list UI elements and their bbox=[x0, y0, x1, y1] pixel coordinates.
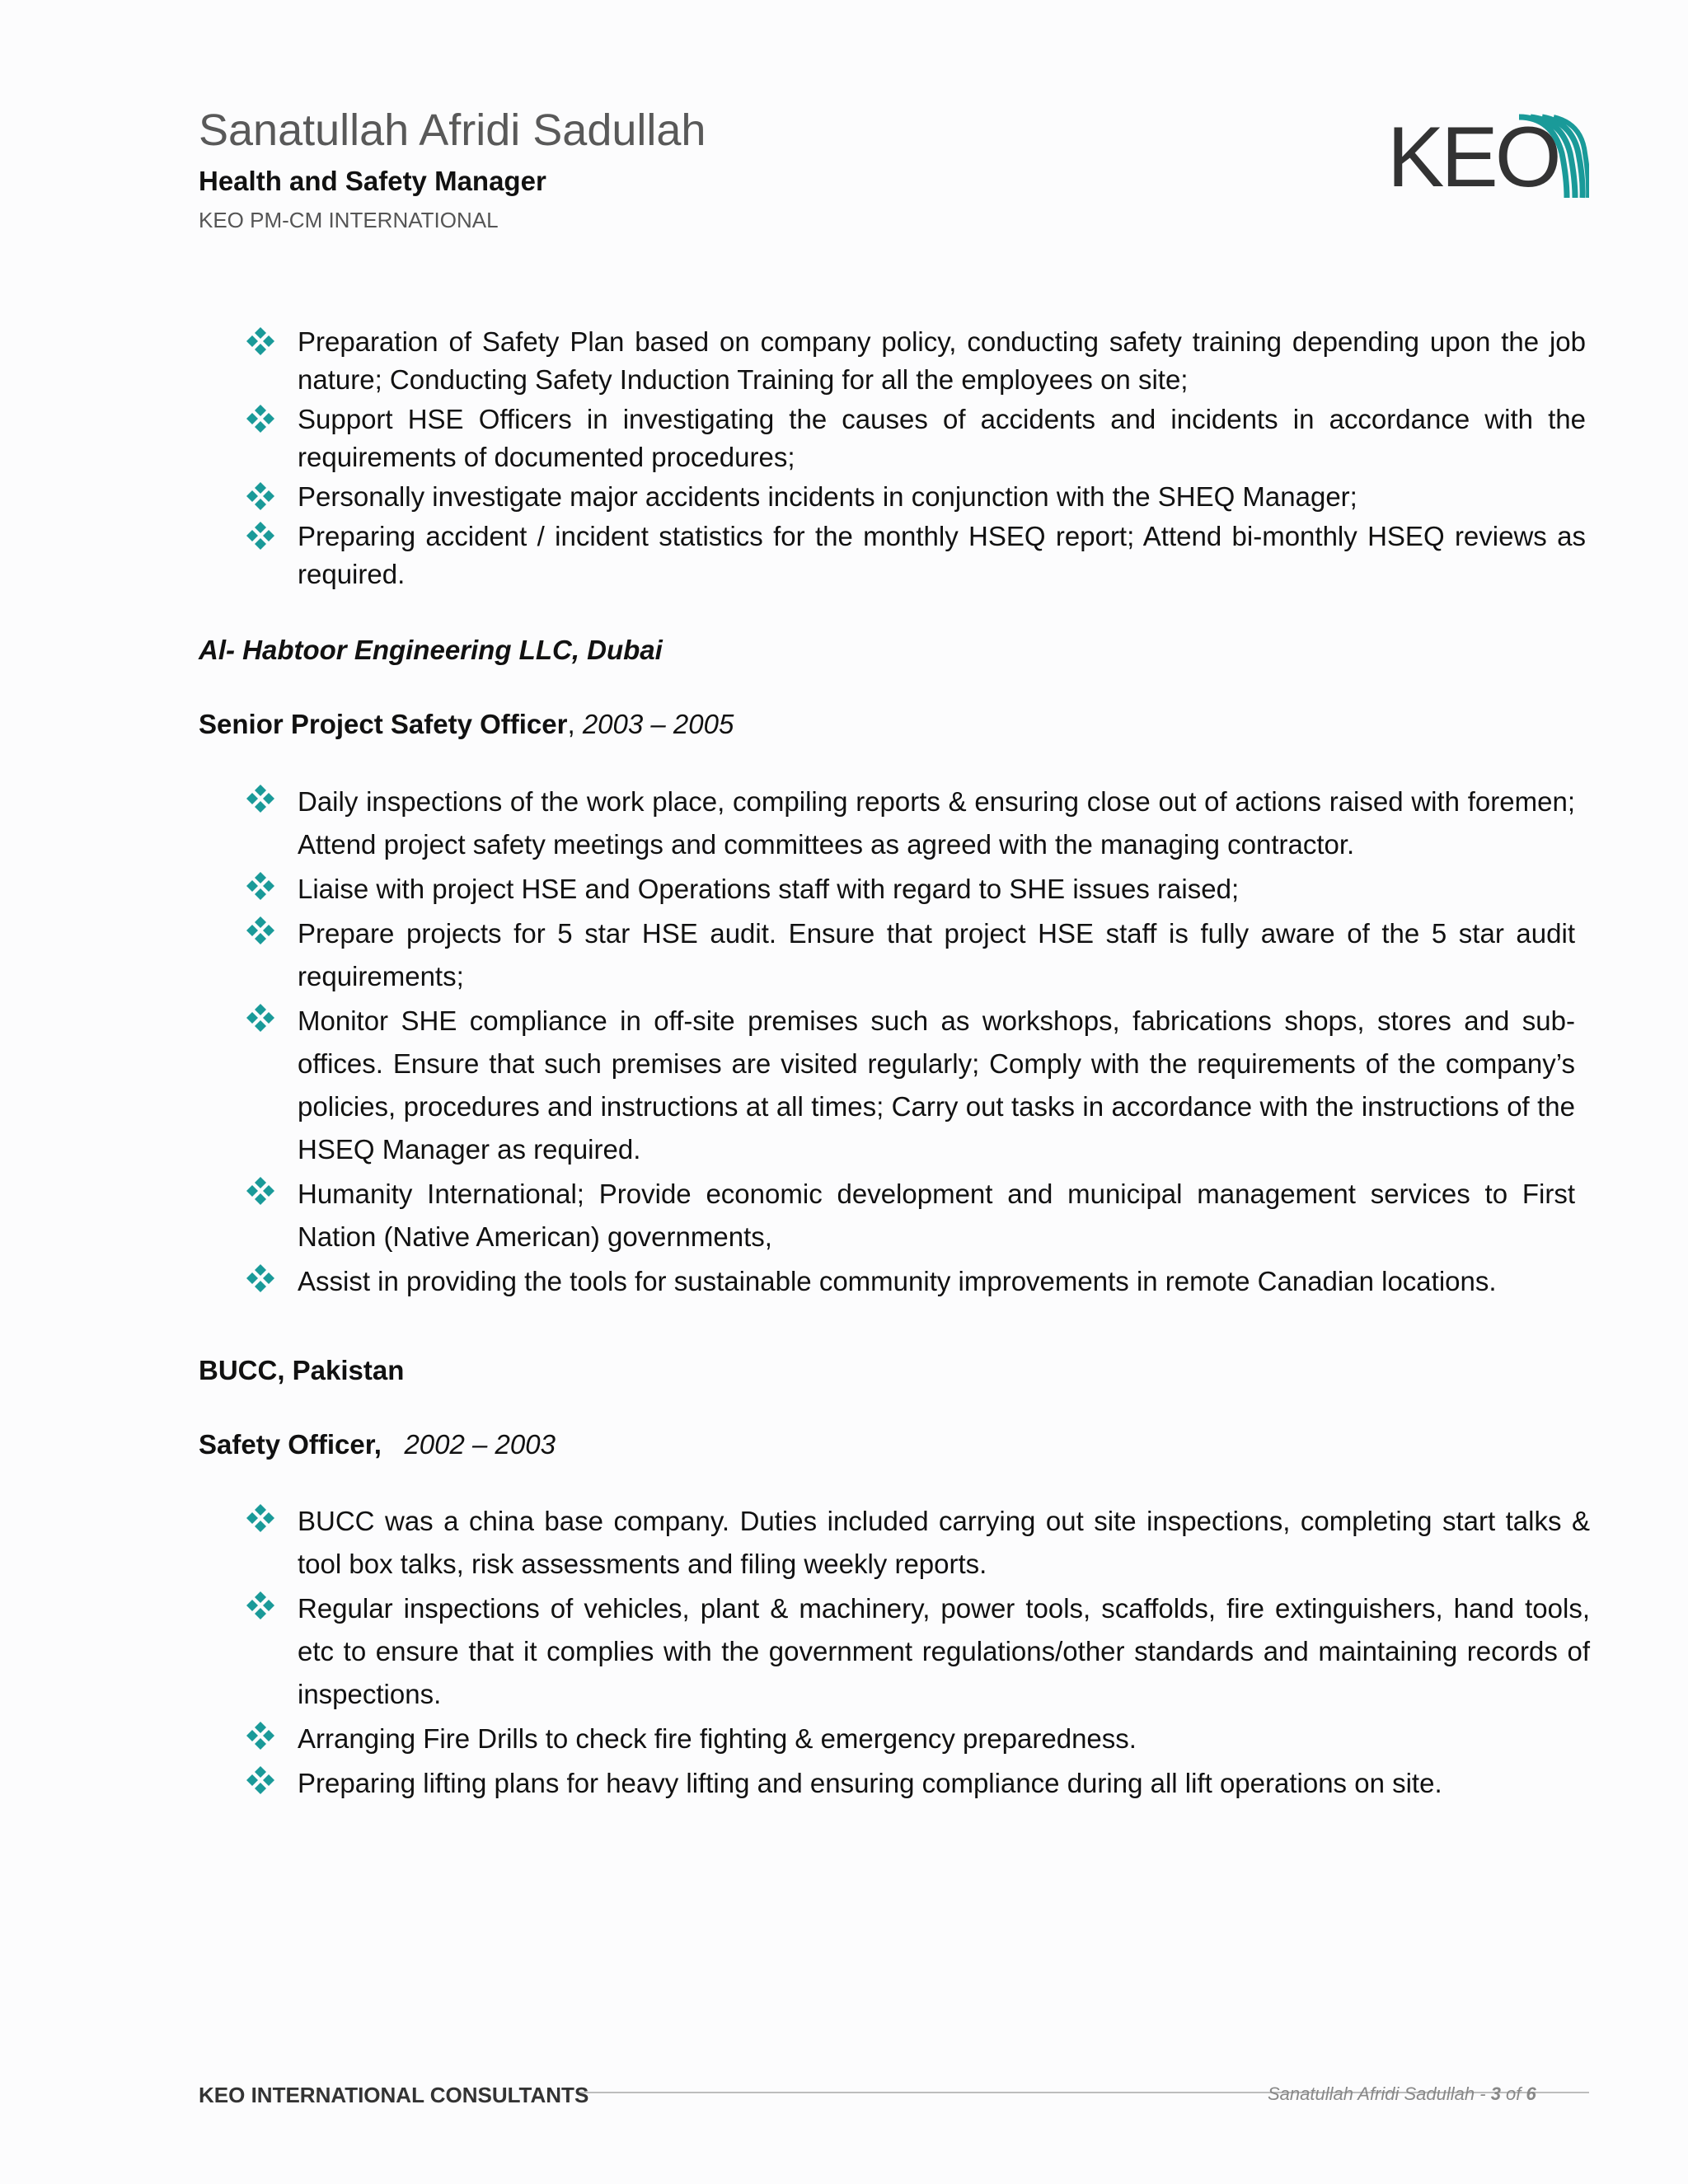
diamond-quad-icon bbox=[246, 871, 275, 901]
diamond-quad-icon bbox=[246, 1003, 275, 1033]
diamond-quad-icon bbox=[246, 1503, 275, 1533]
person-role: Health and Safety Manager bbox=[199, 166, 546, 196]
diamond-quad-icon bbox=[246, 916, 275, 945]
diamond-quad-icon bbox=[246, 1263, 275, 1293]
person-name: Sanatullah Afridi Sadullah bbox=[199, 105, 706, 155]
list-item: Monitor SHE compliance in off-site premises such as workshops, fabrications shops, stores and sub-offices. Ensure that such premises are visited regularly; Comply with the requirements of the company’s policies, procedures and instructions at all times; Carry out tasks in accordance with the instructions of the HSEQ Manager as required. bbox=[199, 1000, 1575, 1171]
company-name: KEO PM-CM INTERNATIONAL bbox=[199, 208, 499, 232]
job-dates: 2003 – 2005 bbox=[582, 709, 734, 739]
list-item: BUCC was a china base company. Duties included carrying out site inspections, completing start talks & tool box talks, risk assessments and filing weekly reports. bbox=[199, 1500, 1590, 1586]
diamond-quad-icon bbox=[246, 1176, 275, 1206]
bullet-list bbox=[199, 323, 1586, 593]
job-title: Senior Project Safety Officer bbox=[199, 709, 568, 739]
list-item: Preparing accident / incident statistics for the monthly HSEQ report; Attend bi-monthly HSEQ reviews as required. bbox=[199, 518, 1586, 593]
diamond-quad-icon bbox=[246, 1721, 275, 1750]
diamond-quad-icon bbox=[246, 326, 275, 356]
list-item: Prepare projects for 5 star HSE audit. Ensure that project HSE staff is fully aware of the 5 star audit requirements; bbox=[199, 912, 1575, 998]
diamond-quad-icon bbox=[246, 784, 275, 813]
logo-text: KEO bbox=[1387, 110, 1559, 205]
list-item: Arranging Fire Drills to check fire fighting & emergency preparedness. bbox=[199, 1718, 1590, 1760]
list-item: Preparation of Safety Plan based on company policy, conducting safety training depending upon the job nature; Conducting Safety Induction Training for all the employees on site; bbox=[199, 323, 1586, 399]
diamond-quad-icon bbox=[246, 1765, 275, 1795]
list-item: Daily inspections of the work place, compiling reports & ensuring close out of actions raised with foremen; Attend project safety meetings and committees as agreed with the managing contractor. bbox=[199, 780, 1575, 866]
footer-company: KEO INTERNATIONAL CONSULTANTS bbox=[199, 2083, 589, 2107]
job-title-line bbox=[199, 1427, 556, 1462]
job-title-line: Senior Project Safety Officer, 2003 – 2005 bbox=[199, 709, 734, 739]
list-item: Support HSE Officers in investigating the causes of accidents and incidents in accordance with the requirements of documented procedures; bbox=[199, 401, 1586, 476]
diamond-quad-icon bbox=[246, 481, 275, 511]
job-dates: 2002 – 2003 bbox=[404, 1429, 556, 1460]
list-item: Personally investigate major accidents incidents in conjunction with the SHEQ Manager; bbox=[199, 478, 1586, 516]
page-number: Sanatullah Afridi Sadullah - 3 of 6 bbox=[1268, 2083, 1536, 2104]
employer-habtoor: Al- Habtoor Engineering LLC, Dubai bbox=[199, 635, 663, 665]
previous-role-duties bbox=[199, 323, 1586, 595]
bullet-list bbox=[199, 1500, 1590, 1805]
diamond-quad-icon bbox=[246, 521, 275, 551]
bucc-duties bbox=[199, 1500, 1590, 1807]
employer-bucc: BUCC, Pakistan bbox=[199, 1355, 405, 1385]
bullet-list bbox=[199, 780, 1575, 1303]
list-item: Humanity International; Provide economic development and municipal management services to First Nation (Native American) governments, bbox=[199, 1173, 1575, 1258]
logo-waves-icon bbox=[1519, 112, 1589, 203]
list-item: Assist in providing the tools for sustainable community improvements in remote Canadian locations. bbox=[199, 1260, 1575, 1303]
habtoor-duties bbox=[199, 780, 1575, 1305]
list-item: Regular inspections of vehicles, plant & machinery, power tools, scaffolds, fire extinguishers, hand tools, etc to ensure that it complies with the government regulations/other standards and maintaining records of inspections. bbox=[199, 1587, 1590, 1716]
keo-logo bbox=[1387, 112, 1589, 203]
list-item: Liaise with project HSE and Operations staff with regard to SHE issues raised; bbox=[199, 868, 1575, 911]
job-title: Safety Officer, bbox=[199, 1429, 382, 1460]
diamond-quad-icon bbox=[246, 1591, 275, 1620]
diamond-quad-icon bbox=[246, 404, 275, 434]
list-item: Preparing lifting plans for heavy lifting and ensuring compliance during all lift operations on site. bbox=[199, 1762, 1590, 1805]
